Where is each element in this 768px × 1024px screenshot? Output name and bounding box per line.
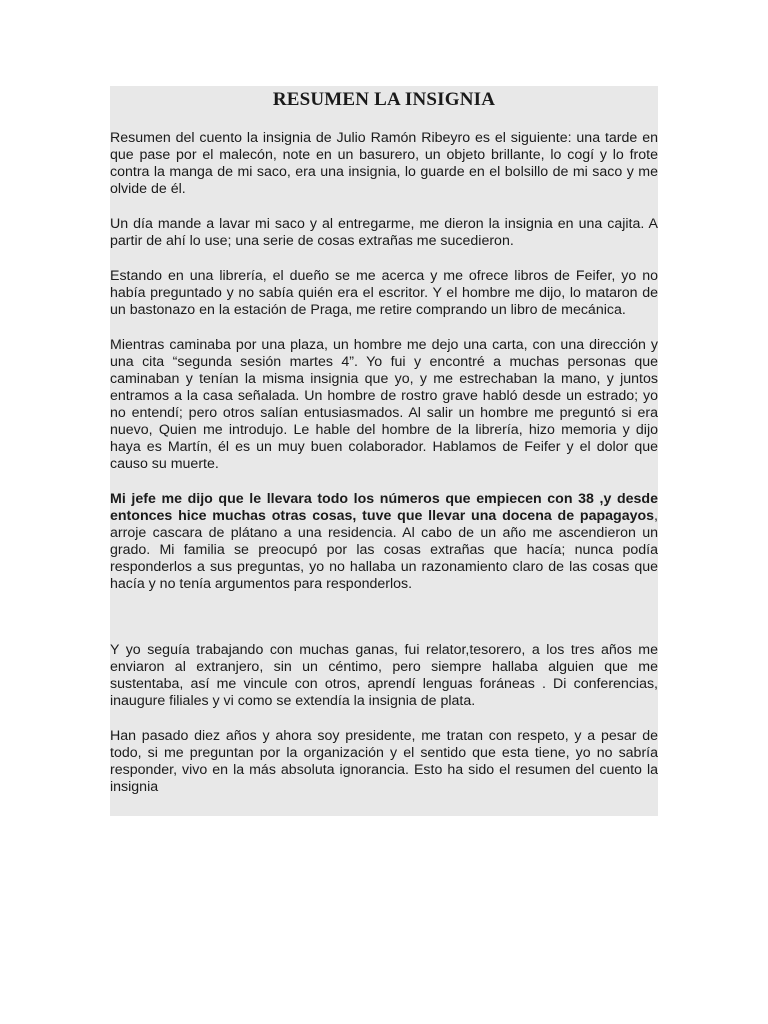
paragraph-5	[110, 491, 658, 593]
paragraph-5-text: , arroje cascara de plátano a una residencia. Al cabo de un año me ascendieron un grado. Mi familia se preocupó por las cosas extrañas que hacía; nunca podía responderlos a sus preguntas, yo no hallaba un razonamiento claro de las cosas que hacía y no tenía argumentos para responderlos.	[110, 508, 658, 592]
paragraph-5-bold-text: Mi jefe me dijo que le llevara todo los números que empiecen con 38 ,y desde entonces hice muchas otras cosas, tuve que llevar una docena de papagayos	[110, 491, 658, 524]
paragraph-1: Resumen del cuento la insignia de Julio Ramón Ribeyro es el siguiente: una tarde en que pase por el malecón, note en un basurero, un objeto brillante, lo cogí y lo frote contra la manga de mi saco, era una insignia, lo guarde en el bolsillo de mi saco y me olvide de él.	[110, 130, 658, 197]
paragraph-7: Han pasado diez años y ahora soy presidente, me tratan con respeto, y a pesar de todo, si me preguntan por la organización y el sentido que esta tiene, yo no sabría responder, vivo en la más absoluta ignorancia. Esto ha sido el resumen del cuento la insignia	[110, 728, 658, 795]
paragraph-6: Y yo seguía trabajando con muchas ganas, fui relator,tesorero, a los tres años me enviaron al extranjero, sin un céntimo, pero siempre hallaba alguien que me sustentaba, así me vincule con otros, aprendí lenguas foráneas . Di conferencias, inaugure filiales y vi como se extendía la insignia de plata.	[110, 642, 658, 709]
document-title: RESUMEN LA INSIGNIA	[272, 89, 496, 110]
paragraph-3: Estando en una librería, el dueño se me acerca y me ofrece libros de Feifer, yo no había preguntado y no sabía quién era el escritor. Y el hombre me dijo, lo mataron de un bastonazo en la estación de Praga, me retire comprando un libro de mecánica.	[110, 268, 658, 318]
paragraph-2: Un día mande a lavar mi saco y al entregarme, me dieron la insignia en una cajita. A partir de ahí lo use; una serie de cosas extrañas me sucedieron.	[110, 216, 658, 249]
paragraph-4: Mientras caminaba por una plaza, un hombre me dejo una carta, con una dirección y una cita “segunda sesión martes 4”. Yo fui y encontré a muchas personas que caminaban y tenían la misma insignia que yo, y me estrechaban la mano, y juntos entramos a la casa señalada. Un hombre de rostro grave habló desde un estrado; yo no entendí; pero otros salían entusiasmados. Al salir un hombre me preguntó si era nuevo, Quien me introdujo. Le hable del hombre de la librería, hizo memoria y dijo haya es Martín, él es un muy buen colaborador. Hablamos de Feifer y el dolor que causo su muerte.	[110, 337, 658, 472]
document-body	[110, 86, 658, 796]
